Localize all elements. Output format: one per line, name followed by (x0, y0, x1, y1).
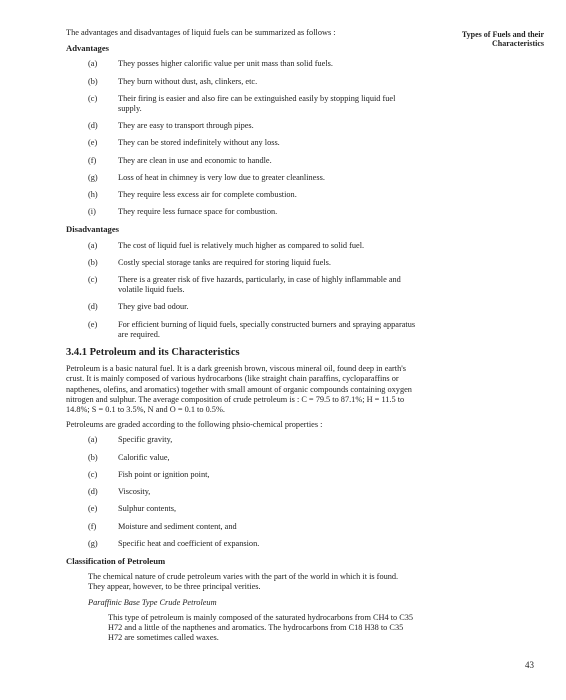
list-item (66, 121, 416, 131)
list-item (66, 453, 416, 463)
list-item-label: (a) (88, 435, 98, 445)
list-item-text: They require less excess air for complete combustion. (118, 190, 297, 200)
list-item-text: For efficient burning of liquid fuels, specially constructed burners and spraying apparatus are required. (118, 319, 416, 339)
disadvantages-heading: Disadvantages (66, 224, 120, 235)
properties-list (66, 435, 416, 548)
list-item (66, 241, 416, 251)
list-item (66, 156, 416, 166)
graded-intro: Petroleums are graded according to the following phsio-chemical properties : (66, 420, 323, 430)
list-item (66, 320, 416, 340)
list-item (66, 77, 416, 87)
list-item-label: (b) (88, 76, 98, 86)
list-item (66, 522, 416, 532)
list-item-label: (c) (88, 469, 98, 479)
classification-paragraph: The chemical nature of crude petroleum varies with the part of the world in which it is found. They appear, however, to be three principal verities. (88, 572, 399, 592)
list-item-text: They give bad odour. (118, 302, 189, 312)
list-item-label: (d) (88, 121, 98, 131)
list-item-text: Their firing is easier and also fire can be extinguished easily by stopping liquid fuel supply. (118, 93, 396, 114)
list-item (66, 138, 416, 148)
classification-heading: Classification of Petroleum (66, 555, 166, 566)
sidebar-title: Types of Fuels and their Characteristics (461, 30, 544, 48)
list-item-text: They require less furnace space for combustion. (118, 207, 278, 217)
list-item-text: They are clean in use and economic to handle. (118, 155, 272, 165)
paraffinic-paragraph: This type of petroleum is mainly composed of the saturated hydrocarbons from CH4 to C35 H72 and a little of the napthenes and aromatics. The hydrocarbons from C18 H38 to C35 H72 are sometimes called waxes. (108, 612, 414, 643)
list-item-text: Fish point or ignition point, (118, 469, 210, 479)
list-item (66, 539, 416, 549)
page-number: 43 (525, 660, 534, 670)
list-item-label: (a) (88, 240, 98, 250)
list-item-text: Viscosity, (118, 487, 151, 497)
list-item-label: (e) (88, 138, 98, 148)
list-item-label: (i) (88, 207, 96, 217)
list-item-text: They burn without dust, ash, clinkers, etc. (118, 76, 258, 86)
list-item-text: Costly special storage tanks are required for storing liquid fuels. (118, 257, 331, 267)
disadvantages-list (66, 241, 416, 340)
list-item (66, 504, 416, 514)
list-item-label: (f) (88, 521, 97, 531)
list-item-label: (h) (88, 190, 98, 200)
list-item (66, 275, 416, 295)
list-item-label: (g) (88, 172, 98, 182)
list-item-text: Specific heat and coefficient of expansion. (118, 538, 260, 548)
list-item (66, 59, 416, 69)
list-item-text: Sulphur contents, (118, 504, 177, 514)
list-item (66, 207, 416, 217)
list-item (66, 190, 416, 200)
list-item-label: (b) (88, 257, 98, 267)
main-content (66, 28, 416, 648)
list-item-label: (a) (88, 59, 98, 69)
paraffinic-heading: Paraffinic Base Type Crude Petroleum (88, 597, 217, 607)
list-item-text: They are easy to transport through pipes. (118, 121, 254, 131)
list-item-label: (f) (88, 155, 97, 165)
list-item (66, 487, 416, 497)
list-item-text: Calorific value, (118, 452, 170, 462)
list-item-label: (e) (88, 319, 98, 329)
list-item-text: Moisture and sediment content, and (118, 521, 237, 531)
list-item-label: (g) (88, 538, 98, 548)
list-item-text: There is a greater risk of five hazards, particularly, in case of highly inflammable and volatile liquid fuels. (118, 275, 401, 295)
section-title: 3.4.1 Petroleum and its Characteristics (66, 347, 240, 359)
list-item-label: (d) (88, 302, 98, 312)
advantages-heading: Advantages (66, 43, 109, 54)
list-item (66, 258, 416, 268)
petroleum-paragraph: Petroleum is a basic natural fuel. It is a dark greenish brown, viscous mineral oil, found deep in earth's crust. It is mainly composed of various hydrocarbons (like straight chain paraffins, cycloparaffins or napthenes, olefins, and aromatics) together with small amount of organic compounds containing oxygen nitrogen and sulphur. The average composition of crude petroleum is : C = 79.5 to 87.1%; H = 11.5 to 14.8%; S = 0.1 to 3.5%, N and O = 0.1 to 0.5%. (66, 364, 412, 415)
list-item (66, 173, 416, 183)
list-item-text: Loss of heat in chimney is very low due to greater cleanliness. (118, 172, 325, 182)
list-item-text: They can be stored indefinitely without any loss. (118, 138, 280, 148)
list-item-label: (c) (88, 275, 98, 285)
intro-text: The advantages and disadvantages of liquid fuels can be summarized as follows : (66, 28, 336, 37)
list-item-text: They posses higher calorific value per unit mass than solid fuels. (118, 59, 333, 69)
list-item-label: (b) (88, 452, 98, 462)
list-item (66, 94, 416, 114)
list-item (66, 470, 416, 480)
list-item (66, 435, 416, 445)
list-item (66, 302, 416, 312)
list-item-label: (c) (88, 93, 98, 103)
list-item-text: The cost of liquid fuel is relatively much higher as compared to solid fuel. (118, 240, 365, 250)
advantages-list (66, 59, 416, 217)
list-item-label: (e) (88, 504, 98, 514)
list-item-label: (d) (88, 487, 98, 497)
list-item-text: Specific gravity, (118, 435, 173, 445)
